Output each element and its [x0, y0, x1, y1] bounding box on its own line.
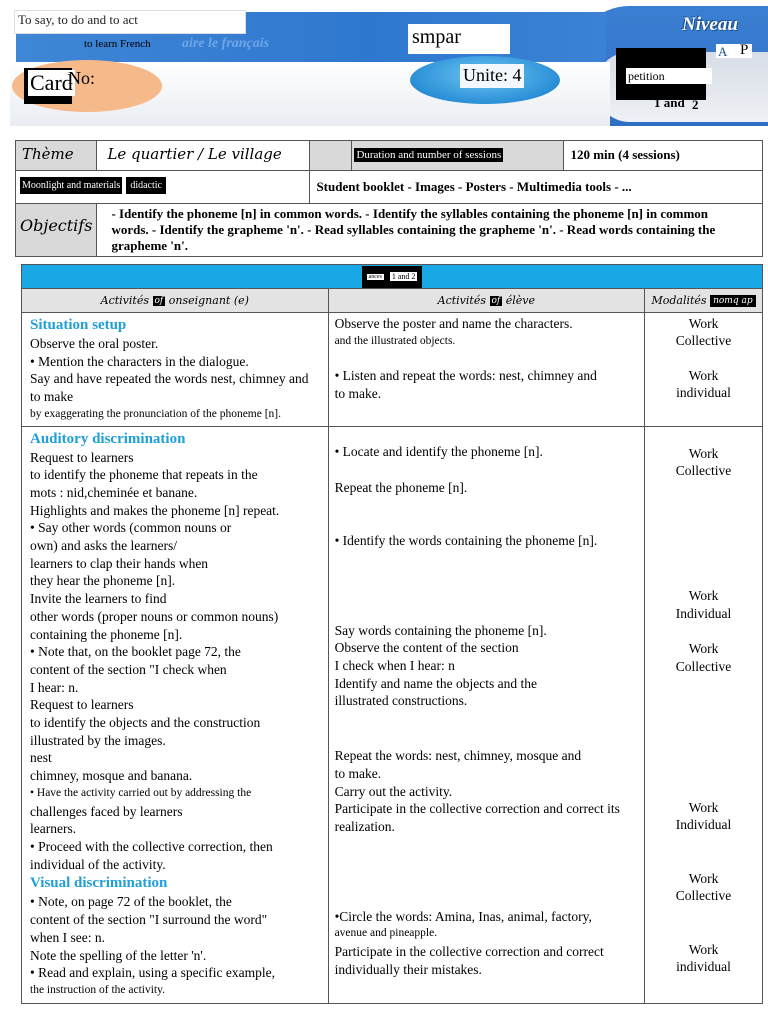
- materials-tag: didactic: [126, 177, 166, 194]
- section-title: Situation setup: [30, 317, 127, 333]
- materials-label: Moonlight and materials: [20, 177, 122, 194]
- duration-value: 120 min (4 sessions): [564, 141, 763, 171]
- sessions-header-tag: ances: [366, 273, 385, 281]
- repetition-label: petition: [628, 69, 665, 83]
- col-header-student: Activités of élève: [328, 289, 645, 313]
- section-row-situation: [22, 313, 763, 427]
- card-no: No:: [68, 68, 95, 88]
- objectives-label: Objectifs: [20, 216, 93, 235]
- student-cell: • Locate and identify the phoneme [n]. Repeat the phoneme [n]. • Identify the words containing the phoneme [n]. Say words containing the phoneme [n]. Observe the content of the section I check when I hear: n Identify and name the objects and the illustrated constructions. Repeat the words: nest, chimney, mosque and to make. Carry out the activity. Participate in the collective correction and correct its realization. •Circle the words: Amina, Inas, animal, factory, avenue and pineapple. Participate in the collective correction and correct individually their mistakes.: [328, 426, 645, 1003]
- materials-label-cell: [16, 171, 310, 204]
- student-cell: Observe the poster and name the characters. and the illustrated objects. • Listen and repeat the words: nest, chimney and to make.: [328, 313, 645, 427]
- header-banner: [10, 6, 768, 128]
- teacher-cell: Situation setup Observe the oral poster. • Mention the characters in the dialogue. Say and have repeated the words nest, chimney and to make by exaggerating the pronunciation of the phoneme [n].: [22, 313, 329, 427]
- teacher-cell: Auditory discrimination Request to learners to identify the phoneme that repeats in the mots : nid,cheminée et banane. Highlights and makes the phoneme [n] repeat. • Say other words (common nouns or own) and asks the learners/ learners to clap their hands when they hear the phoneme [n]. Invite the learners to find other words (proper nouns or common nouns) containing the phoneme [n]. • Note that, on the booklet page 72, the content of the section "I check when I hear: n. Request to learners to identify the objects and the construction illustrated by the images. nest chimney, mosque and banana. • Have the activity carried out by addressing the challenges faced by learners learners. • Proceed with the collective correction, then individual of the activity. Visual discrimination • Note, on page 72 of the booklet, the content of the section "I surround the word" when I see: n. Note the spelling of the letter 'n'. • Read and explain, using a specific example, the instruction of the activity.: [22, 426, 329, 1003]
- theme-value: Le quartier / Le village: [107, 145, 282, 163]
- section-row-discrimination: [22, 426, 763, 1003]
- spacer-cell: [310, 141, 352, 171]
- col-header-modalities: Modalités nomq ap: [645, 289, 763, 313]
- info-table: [15, 140, 763, 257]
- theme-label-cell: [16, 141, 97, 171]
- objectives-value: - Identify the phoneme [n] in common words. - Identify the syllables containing the phoneme [n] in common words. - Identify the grapheme 'n'. - Read syllables containing the grapheme 'n'. - Read words containing the grapheme 'n'.: [97, 204, 763, 257]
- subtitle: to learn French: [84, 38, 151, 50]
- level-p: P: [740, 42, 749, 58]
- lesson-table: [21, 264, 763, 1004]
- card-label: Card: [30, 70, 73, 95]
- section-title: Auditory discrimination: [30, 430, 186, 447]
- level-a: A: [718, 44, 728, 59]
- col-header-teacher: Activités of onseignant (e): [22, 289, 329, 313]
- materials-value: Student booklet - Images - Posters - Multimedia tools - ...: [310, 171, 763, 204]
- theme-value-cell: [97, 141, 310, 171]
- modal-cell: Work Collective Work Individual Work Collective Work Individual Work Collective Work individual: [645, 426, 763, 1003]
- sessions-pair: 1 and: [654, 95, 685, 110]
- faded-subtitle: aire le français: [182, 36, 270, 51]
- sessions-header-label: 1 and 2: [389, 271, 419, 282]
- sessions-header: [22, 265, 763, 289]
- modal-cell: Work Collective Work individual: [645, 313, 763, 427]
- section-title: Visual discrimination: [30, 875, 168, 892]
- theme-label: Thème: [22, 145, 74, 163]
- top-left-caption: To say, to do and to act: [18, 12, 138, 27]
- header-word: smpar: [412, 26, 461, 48]
- duration-label: Duration and number of sessions: [356, 149, 502, 161]
- sessions-second: 2: [692, 97, 699, 112]
- niveau-label: Niveau: [682, 14, 738, 35]
- unit-label: Unite: 4: [463, 65, 522, 85]
- objectives-label-cell: [16, 204, 97, 257]
- duration-label-cell: [352, 141, 564, 171]
